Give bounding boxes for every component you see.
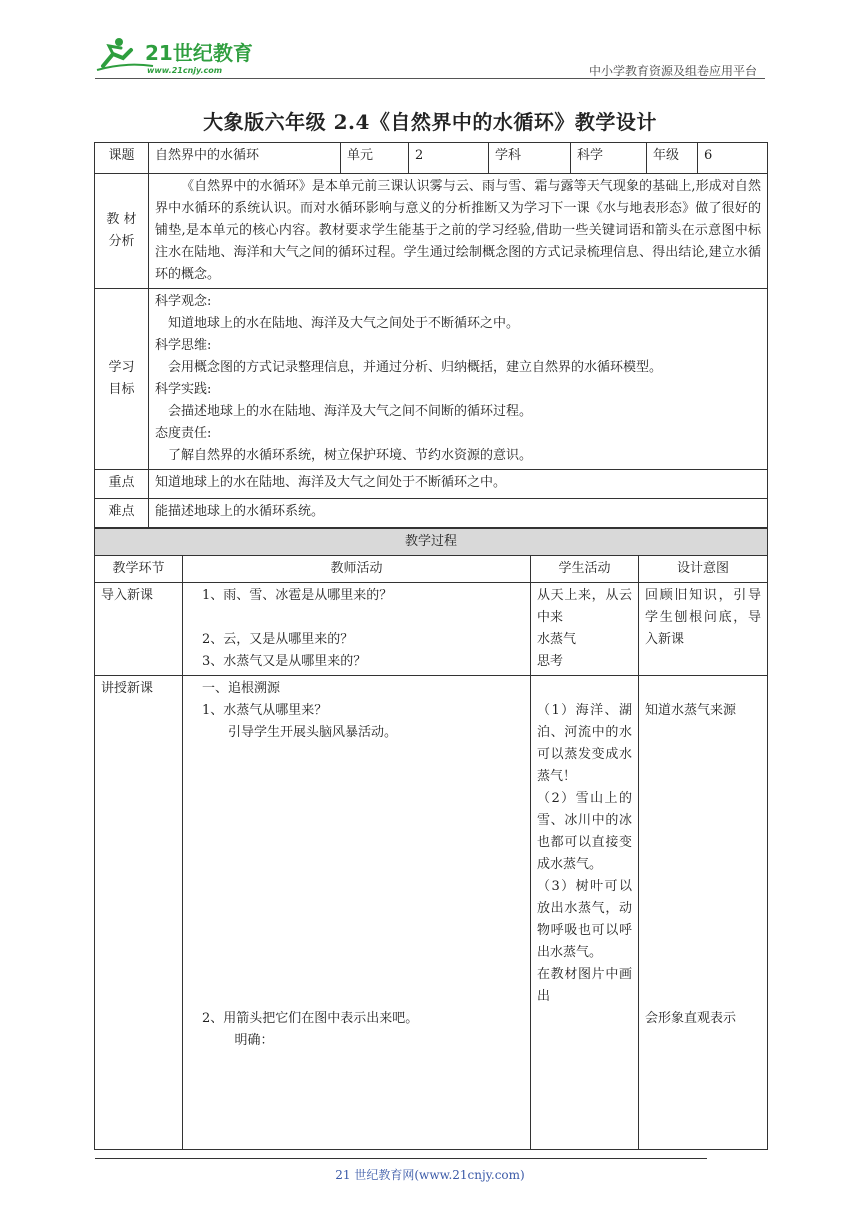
topic-value: 自然界中的水循环 <box>149 143 341 174</box>
goal-text: 知道地球上的水在陆地、海洋及大气之间处于不断循环之中。 <box>168 316 520 331</box>
subject-value: 科学 <box>571 143 647 174</box>
logo-text: 21世纪教育 <box>145 41 253 65</box>
page-header <box>95 32 765 76</box>
stage-intro: 导入新课 <box>95 583 183 676</box>
table-row <box>95 583 768 676</box>
analysis-label: 教 材 分析 <box>95 174 149 289</box>
goal-text: 了解自然界的水循环系统，树立保护环境、节约水资源的意识。 <box>168 448 533 463</box>
section-heading: 一、追根溯源 <box>202 681 281 696</box>
footer-rule <box>95 1158 707 1159</box>
goal-heading: 科学观念: <box>155 294 212 309</box>
teacher-activity-intro <box>183 583 531 676</box>
unit-label: 单元 <box>341 143 409 174</box>
platform-name: 中小学教育资源及组卷应用平台 <box>588 64 757 78</box>
answer: （2）雪山上的雪、冰川中的冰也都可以直接变成水蒸气。 <box>537 791 632 872</box>
lesson-info-table <box>94 142 768 528</box>
difficulty-text: 能描述地球上的水循环系统。 <box>149 499 768 528</box>
goal-heading: 科学思维: <box>155 338 212 353</box>
key-point-text: 知道地球上的水在陆地、海洋及大气之间处于不断循环之中。 <box>149 470 768 499</box>
teaching-process-table <box>94 528 768 1150</box>
grade-value: 6 <box>698 143 768 174</box>
document-title: 大象版六年级 2.4《自然界中的水循环》教学设计 <box>203 110 657 134</box>
question: 1、雨、雪、冰雹是从哪里来的？ <box>202 588 393 603</box>
stage-lecture: 讲授新课 <box>95 676 183 1150</box>
topic-label: 课题 <box>95 143 149 174</box>
goal-text: 会描述地球上的水在陆地、海洋及大气之间不间断的循环过程。 <box>168 404 533 419</box>
question: 2、用箭头把它们在图中表示出来吧。 <box>202 1011 419 1026</box>
difficulty-label: 难点 <box>95 499 149 528</box>
guidance: 引导学生开展头脑风暴活动。 <box>228 725 398 740</box>
column-header: 学生活动 <box>531 556 639 583</box>
column-header: 教学环节 <box>95 556 183 583</box>
intent: 会形象直观表示 <box>645 1011 737 1026</box>
process-title: 教学过程 <box>95 529 768 556</box>
footer-text: 21 世纪教育网(www.21cnjy.com) <box>335 1168 525 1182</box>
analysis-text: 《自然界中的水循环》是本单元前三课认识雾与云、雨与雪、霜与露等天气现象的基础上,形成对自然界中水循环的系统认识。而对水循环影响与意义的分析推断又为学习下一课《水与地表形态》做了很好的铺垫,是本单元的核心内容。教材要求学生能基于之前的学习经验,借助一些关键词语和箭头在示意图中标注水在陆地、海洋和大气之间的循环过程。学生通过绘制概念图的方式记录梳理信息、得出结论,建立水循环的概念。 <box>149 174 768 289</box>
column-header: 设计意图 <box>639 556 768 583</box>
header-rule <box>95 78 765 79</box>
question: 1、水蒸气从哪里来？ <box>202 703 328 718</box>
answer: （3）树叶可以放出水蒸气，动物呼吸也可以呼出水蒸气。 <box>537 879 632 960</box>
design-intent-intro: 回顾旧知识，引导学生刨根问底，导入新课 <box>639 583 768 676</box>
subject-label: 学科 <box>489 143 571 174</box>
student-activity-lecture <box>531 676 639 1150</box>
table-row <box>95 676 768 1150</box>
column-header: 教师活动 <box>183 556 531 583</box>
goals-content <box>149 289 768 470</box>
goal-heading: 态度责任: <box>155 426 212 441</box>
note: 明确： <box>234 1033 274 1048</box>
logo <box>95 36 265 76</box>
goals-label: 学习 目标 <box>95 289 149 470</box>
unit-value: 2 <box>409 143 489 174</box>
grade-label: 年级 <box>647 143 698 174</box>
answer: 思考 <box>537 654 564 669</box>
design-intent-lecture <box>639 676 768 1150</box>
goal-heading: 科学实践: <box>155 382 212 397</box>
answer: 水蒸气 <box>537 632 577 647</box>
intent: 知道水蒸气来源 <box>645 703 737 718</box>
logo-url: www.21cnjy.com <box>147 66 223 75</box>
goal-text: 会用概念图的方式记录整理信息，并通过分析、归纳概括，建立自然界的水循环模型。 <box>168 360 663 375</box>
student-activity-intro <box>531 583 639 676</box>
teacher-activity-lecture <box>183 676 531 1150</box>
question: 2、云，又是从哪里来的？ <box>202 632 354 647</box>
key-point-label: 重点 <box>95 470 149 499</box>
answer: （1）海洋、湖泊、河流中的水可以蒸发变成水蒸气！ <box>537 703 632 784</box>
question: 3、水蒸气又是从哪里来的？ <box>202 654 367 669</box>
answer: 从天上来，从云中来 <box>537 588 632 625</box>
answer: 在教材图片中画出 <box>537 967 632 1004</box>
